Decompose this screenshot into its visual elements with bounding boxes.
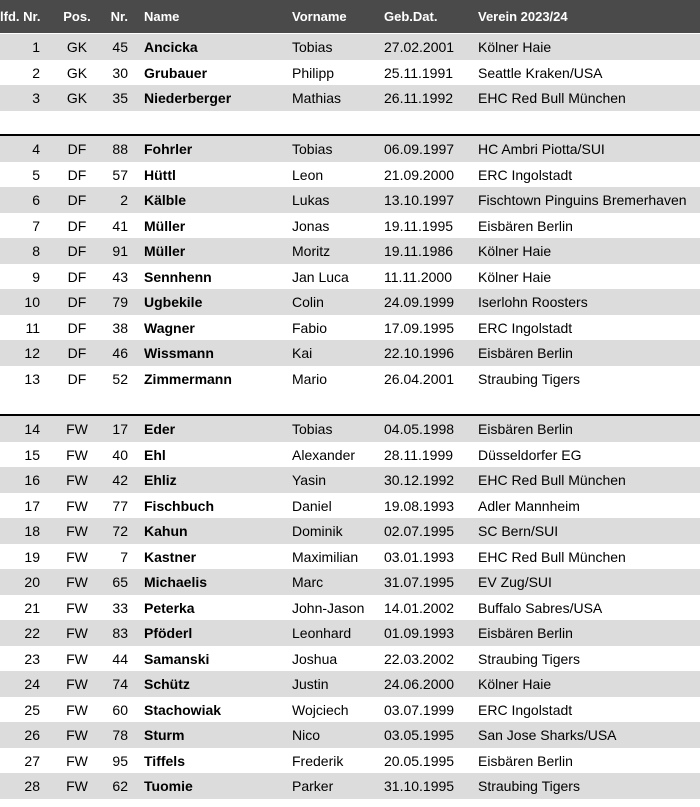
cell-club: EV Zug/SUI <box>478 574 552 590</box>
cell-lfd-nr: 26 <box>24 727 40 743</box>
cell-first-name: Marc <box>292 574 324 590</box>
cell-first-name: Nico <box>292 727 321 743</box>
cell-birth-date: 22.03.2002 <box>384 650 455 667</box>
cell-birth-date: 17.09.1995 <box>384 319 455 336</box>
cell-club: Eisbären Berlin <box>478 217 573 234</box>
cell-first-name: Frederik <box>292 752 344 769</box>
cell-position: FW <box>66 752 88 769</box>
cell-number: 83 <box>112 625 128 641</box>
cell-number: 88 <box>112 141 128 157</box>
cell-name: Pföderl <box>144 625 193 641</box>
header-birth-date: Geb.Dat. <box>384 9 438 24</box>
cell-birth-date: 02.07.1995 <box>384 523 455 539</box>
cell-club: Fischtown Pinguins Bremerhaven <box>478 192 687 208</box>
cell-first-name: Lukas <box>292 192 330 208</box>
cell-first-name: Leonhard <box>292 625 352 641</box>
cell-number: 72 <box>112 523 128 539</box>
cell-club: EHC Red Bull München <box>478 90 626 106</box>
cell-name: Ehliz <box>144 472 177 488</box>
cell-lfd-nr: 4 <box>32 141 40 157</box>
cell-lfd-nr: 7 <box>32 217 40 234</box>
cell-position: DF <box>67 319 87 336</box>
cell-position: FW <box>66 727 88 743</box>
table-row <box>0 366 700 392</box>
cell-first-name: Fabio <box>292 319 328 336</box>
cell-club: Eisbären Berlin <box>478 625 573 641</box>
cell-lfd-nr: 17 <box>24 497 40 514</box>
table-row <box>0 569 700 595</box>
group-spacer <box>0 391 700 414</box>
cell-club: Iserlohn Roosters <box>478 294 588 310</box>
cell-position: DF <box>67 141 87 157</box>
cell-club: Straubing Tigers <box>478 650 580 667</box>
cell-birth-date: 13.10.1997 <box>384 192 455 208</box>
cell-name: Stachowiak <box>144 701 222 718</box>
cell-position: DF <box>67 268 87 285</box>
cell-lfd-nr: 25 <box>24 701 40 718</box>
cell-first-name: Yasin <box>292 472 326 488</box>
cell-name: Müller <box>144 243 186 259</box>
cell-name: Schütz <box>144 676 190 692</box>
cell-club: Buffalo Sabres/USA <box>478 599 603 616</box>
cell-lfd-nr: 20 <box>24 574 40 590</box>
table-row <box>0 671 700 697</box>
cell-lfd-nr: 10 <box>24 294 40 310</box>
cell-club: Eisbären Berlin <box>478 421 573 437</box>
cell-birth-date: 31.07.1995 <box>384 574 455 590</box>
cell-name: Tiffels <box>144 752 185 769</box>
cell-birth-date: 14.01.2002 <box>384 599 455 616</box>
cell-name: Ancicka <box>144 39 198 55</box>
table-row <box>0 187 700 213</box>
cell-birth-date: 31.10.1995 <box>384 778 455 794</box>
cell-first-name: Colin <box>292 294 324 310</box>
table-row <box>0 315 700 341</box>
cell-birth-date: 06.09.1997 <box>384 141 455 157</box>
cell-name: Peterka <box>144 599 195 616</box>
cell-name: Hüttl <box>144 166 176 183</box>
cell-birth-date: 22.10.1996 <box>384 345 455 361</box>
cell-first-name: Jan Luca <box>292 268 349 285</box>
table-row <box>0 646 700 672</box>
table-row <box>0 85 700 111</box>
table-row <box>0 748 700 774</box>
cell-name: Sturm <box>144 727 185 743</box>
cell-club: ERC Ingolstadt <box>478 319 573 336</box>
cell-birth-date: 03.07.1999 <box>384 701 455 718</box>
cell-position: FW <box>66 523 88 539</box>
cell-birth-date: 24.09.1999 <box>384 294 455 310</box>
cell-first-name: Joshua <box>292 650 338 667</box>
cell-lfd-nr: 11 <box>25 319 40 336</box>
cell-birth-date: 11.11.2000 <box>384 268 452 285</box>
cell-position: GK <box>66 90 88 106</box>
cell-birth-date: 19.08.1993 <box>384 497 455 514</box>
cell-name: Kälble <box>144 192 187 208</box>
cell-name: Sennhenn <box>144 268 212 285</box>
table-row <box>0 544 700 570</box>
cell-position: GK <box>66 39 88 55</box>
cell-lfd-nr: 27 <box>24 752 40 769</box>
cell-lfd-nr: 21 <box>24 599 40 616</box>
cell-lfd-nr: 19 <box>24 548 40 565</box>
cell-name: Ugbekile <box>144 294 203 310</box>
cell-first-name: Tobias <box>292 421 333 437</box>
cell-position: FW <box>66 421 88 437</box>
cell-name: Samanski <box>144 650 210 667</box>
cell-position: DF <box>67 192 87 208</box>
cell-birth-date: 21.09.2000 <box>384 166 455 183</box>
cell-position: FW <box>66 625 88 641</box>
header-club: Verein 2023/24 <box>478 9 568 24</box>
cell-lfd-nr: 24 <box>24 676 40 692</box>
cell-number: 65 <box>112 574 128 590</box>
cell-first-name: Maximilian <box>292 548 359 565</box>
cell-position: FW <box>66 497 88 514</box>
cell-club: Kölner Haie <box>478 268 552 285</box>
cell-number: 40 <box>112 446 128 463</box>
table-row <box>0 416 700 442</box>
cell-lfd-nr: 3 <box>32 90 40 106</box>
cell-number: 30 <box>112 64 128 81</box>
table-row <box>0 722 700 748</box>
table-row <box>0 493 700 519</box>
cell-name: Grubauer <box>144 64 208 81</box>
cell-position: FW <box>66 676 88 692</box>
cell-first-name: Kai <box>292 345 313 361</box>
cell-birth-date: 04.05.1998 <box>384 421 455 437</box>
cell-name: Michaelis <box>144 574 208 590</box>
table-header <box>0 0 700 33</box>
header-position: Pos. <box>63 9 91 24</box>
table-row <box>0 595 700 621</box>
cell-name: Niederberger <box>144 90 232 106</box>
cell-club: San Jose Sharks/USA <box>478 727 617 743</box>
cell-number: 62 <box>112 778 128 794</box>
cell-position: FW <box>66 548 88 565</box>
cell-number: 91 <box>112 243 128 259</box>
cell-club: Straubing Tigers <box>478 778 580 794</box>
cell-position: FW <box>66 472 88 488</box>
cell-club: Eisbären Berlin <box>478 752 573 769</box>
cell-lfd-nr: 5 <box>32 166 40 183</box>
table-row <box>0 213 700 239</box>
table-row <box>0 162 700 188</box>
cell-first-name: Alexander <box>292 446 356 463</box>
cell-club: EHC Red Bull München <box>478 472 626 488</box>
cell-club: EHC Red Bull München <box>478 548 626 565</box>
cell-number: 17 <box>112 421 128 437</box>
cell-position: DF <box>67 294 87 310</box>
cell-lfd-nr: 22 <box>24 625 40 641</box>
cell-club: SC Bern/SUI <box>478 523 559 539</box>
header-first-name: Vorname <box>292 9 347 24</box>
cell-name: Fischbuch <box>144 497 215 514</box>
table-row <box>0 340 700 366</box>
header-name: Name <box>144 9 180 24</box>
table-row <box>0 289 700 315</box>
cell-birth-date: 01.09.1993 <box>384 625 455 641</box>
cell-birth-date: 24.06.2000 <box>384 676 455 692</box>
cell-first-name: Justin <box>292 676 329 692</box>
cell-position: DF <box>67 370 87 387</box>
cell-lfd-nr: 23 <box>24 650 40 667</box>
cell-first-name: Jonas <box>292 217 330 234</box>
cell-first-name: Parker <box>292 778 334 794</box>
cell-lfd-nr: 6 <box>32 192 40 208</box>
cell-club: ERC Ingolstadt <box>478 166 573 183</box>
cell-name: Eder <box>144 421 176 437</box>
cell-number: 79 <box>112 294 128 310</box>
cell-birth-date: 27.02.2001 <box>384 39 455 55</box>
cell-club: Straubing Tigers <box>478 370 580 387</box>
cell-number: 35 <box>112 90 128 106</box>
cell-position: DF <box>67 166 87 183</box>
cell-first-name: John-Jason <box>292 599 365 616</box>
cell-lfd-nr: 16 <box>24 472 40 488</box>
cell-number: 7 <box>120 548 128 565</box>
cell-lfd-nr: 2 <box>32 64 40 81</box>
cell-position: GK <box>66 64 88 81</box>
cell-number: 44 <box>112 650 128 667</box>
cell-club: ERC Ingolstadt <box>478 701 573 718</box>
cell-lfd-nr: 12 <box>24 345 40 361</box>
cell-first-name: Moritz <box>292 243 331 259</box>
cell-birth-date: 30.12.1992 <box>384 472 455 488</box>
cell-position: FW <box>66 446 88 463</box>
cell-name: Kastner <box>144 548 197 565</box>
cell-number: 2 <box>120 192 128 208</box>
cell-position: FW <box>66 701 88 718</box>
cell-number: 78 <box>112 727 128 743</box>
cell-birth-date: 26.11.1992 <box>384 90 454 106</box>
cell-number: 33 <box>112 599 128 616</box>
cell-club: Kölner Haie <box>478 39 552 55</box>
table-row <box>0 60 700 86</box>
table-row <box>0 620 700 646</box>
table-row <box>0 467 700 493</box>
cell-lfd-nr: 8 <box>32 243 40 259</box>
cell-name: Müller <box>144 217 186 234</box>
table-row <box>0 238 700 264</box>
cell-club: Kölner Haie <box>478 243 552 259</box>
cell-first-name: Mario <box>292 370 328 387</box>
cell-first-name: Philipp <box>292 64 335 81</box>
cell-number: 95 <box>112 752 128 769</box>
cell-number: 60 <box>112 701 128 718</box>
cell-number: 41 <box>112 217 128 234</box>
cell-lfd-nr: 28 <box>24 778 40 794</box>
cell-club: HC Ambri Piotta/SUI <box>478 141 605 157</box>
cell-position: DF <box>67 345 87 361</box>
cell-name: Wissmann <box>144 345 214 361</box>
header-lfd-nr: lfd. Nr. <box>0 9 41 24</box>
cell-name: Wagner <box>144 319 195 336</box>
table-row <box>0 697 700 723</box>
cell-position: FW <box>66 574 88 590</box>
cell-number: 38 <box>112 319 128 336</box>
group-spacer <box>0 111 700 135</box>
table-row <box>0 518 700 544</box>
cell-club: Kölner Haie <box>478 676 552 692</box>
table-row <box>0 442 700 468</box>
cell-lfd-nr: 14 <box>24 421 40 437</box>
cell-number: 74 <box>112 676 128 692</box>
cell-first-name: Dominik <box>292 523 343 539</box>
cell-name: Ehl <box>144 446 166 463</box>
cell-number: 45 <box>112 39 128 55</box>
cell-position: DF <box>67 243 87 259</box>
cell-birth-date: 26.04.2001 <box>384 370 455 387</box>
cell-lfd-nr: 18 <box>24 523 40 539</box>
cell-name: Zimmermann <box>144 370 232 387</box>
cell-name: Fohrler <box>144 141 193 157</box>
cell-birth-date: 19.11.1986 <box>384 243 454 259</box>
cell-name: Kahun <box>144 523 188 539</box>
cell-position: DF <box>67 217 87 234</box>
cell-number: 77 <box>112 497 128 514</box>
cell-first-name: Daniel <box>292 497 332 514</box>
cell-number: 46 <box>112 345 128 361</box>
table-row <box>0 34 700 60</box>
cell-lfd-nr: 15 <box>24 446 40 463</box>
cell-birth-date: 20.05.1995 <box>384 752 455 769</box>
cell-number: 43 <box>112 268 128 285</box>
cell-first-name: Mathias <box>292 90 342 106</box>
cell-position: FW <box>66 650 88 667</box>
cell-first-name: Tobias <box>292 39 333 55</box>
cell-number: 57 <box>112 166 128 183</box>
header-number: Nr. <box>110 9 128 24</box>
cell-position: FW <box>66 599 88 616</box>
cell-birth-date: 28.11.1999 <box>384 446 454 463</box>
cell-first-name: Leon <box>292 166 324 183</box>
cell-club: Eisbären Berlin <box>478 345 573 361</box>
cell-lfd-nr: 9 <box>32 268 40 285</box>
table-row <box>0 136 700 162</box>
cell-birth-date: 25.11.1991 <box>384 64 454 81</box>
table-row <box>0 773 700 799</box>
cell-first-name: Tobias <box>292 141 333 157</box>
cell-number: 52 <box>112 370 128 387</box>
cell-lfd-nr: 13 <box>24 370 40 387</box>
cell-name: Tuomie <box>144 778 193 794</box>
cell-birth-date: 03.05.1995 <box>384 727 455 743</box>
table-row <box>0 264 700 290</box>
cell-birth-date: 19.11.1995 <box>384 217 454 234</box>
cell-first-name: Wojciech <box>292 701 349 718</box>
cell-number: 42 <box>112 472 128 488</box>
cell-birth-date: 03.01.1993 <box>384 548 455 565</box>
cell-club: Adler Mannheim <box>478 497 580 514</box>
cell-club: Seattle Kraken/USA <box>478 64 603 81</box>
cell-lfd-nr: 1 <box>32 39 40 55</box>
cell-position: FW <box>66 778 88 794</box>
cell-club: Düsseldorfer EG <box>478 446 582 463</box>
